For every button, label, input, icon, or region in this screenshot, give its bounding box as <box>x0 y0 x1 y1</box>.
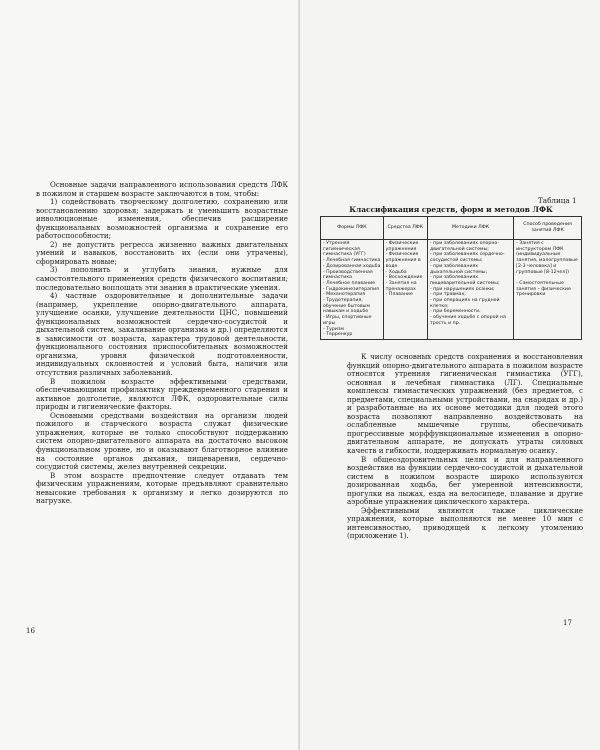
table-header-row <box>321 217 582 240</box>
paragraph: В этом возрасте предпочтение следует отдавать тем физическим упражнениям, которые предъявляют сравнительно невысокие требования к организму и легко дозируются по нагрузке. <box>36 470 288 506</box>
paragraph: 4) частные оздоровительные и дополнительные задачи (например, укрепление опорно-двигательного аппарата, улучшение осанки, улучшение деятельности ЦНС, повышений функциональных возможностей сердечно-сосудистой и дыхательной систем, закаливание организма и др.) определяются в зависимости от возраста, характера трудовой деятельности, функционального состояния приспособительных возможностей организма, уровня физической подготовленности, индивидуальных склонностей и условий быта, наличия или отсутствия различных заболеваний. <box>36 291 288 378</box>
paragraph: 1) содействовать творческому долголетию, сохранению или восстановлению здоровья; задержать и уменьшить возрастные инволюционные изменения, обеспечив расширение функциональных возможностей организма и сохранение его работоспособности; <box>36 197 288 241</box>
paragraph: К числу основных средств сохранения и восстановления функций опорно-двигательного аппарата в пожилом возрасте относятся утренняя гигиеническая гимнастика (УГГ), основная и лечебная гимнастика (ЛГ). Специальные комплексы гимнастических упражнений (без предметов, с предметами, специальными устройствами, на снарядах и др.) и разработанные на их основе методики для людей этого возраста позволяют направленно воздействовать на ослабленные мышечные группы, обеспечивать прогрессивные морффункциональные изменения в опорно-двигательном аппарате, не допускать утраты силовых качеств и гибкости, поддерживать нормальную осанку. <box>347 352 583 456</box>
paragraph: В общеоздоровительных целях и для направленного воздействия на функции сердечно-сосудистой и дыхательной систем в пожилом возрасте широко используются дозированная ходьба, бег умеренной интенсивности, прогулки на лыжах, езда на велосипеде, плавание и другие аэробные упражнения циклического характера. <box>347 454 583 507</box>
paragraph: В пожилом возрасте эффективными средствами, обеспечивающими профилактику преждевременного старения и активное долголетие, являются ЛФК, оздоровительные силы природы и гигиенические факторы. <box>36 376 288 412</box>
paragraph: Эффективными являются также циклические упражнения, которые выполняются не менее 10 мин с интенсивностью, приводящей к легкому утомлению (приложение 1). <box>347 505 583 541</box>
table-header-cell: Методики ЛФК <box>427 217 513 240</box>
right-page <box>300 0 600 750</box>
table-header-cell: Средства ЛФК <box>383 217 427 240</box>
paragraph: Основные задачи направленного использования средств ЛФК в пожилом и старшем возрасте заключаются в том, чтобы: <box>36 180 288 198</box>
table-cell-text: - Занятия с инструктором ЛФК (индивидуальные занятия, малогрупповые [2-3 человека] и групповые [8-12чел]) - Самостоятельные занятия – физические тренировки <box>516 241 578 298</box>
table-row <box>321 240 582 340</box>
classification-table <box>320 216 582 340</box>
paragraph: 3) пополнить и углубить знания, нужные для самостоятельного применения средств физического воспитания; последовательно воплощать эти знания в практические умения. <box>36 265 288 292</box>
table-label: Таблица 1 <box>538 196 577 205</box>
table-cell-text: - Физические упражнения - Физические упражнения в воде - Ходьба - Восхождение - Занятия на тренажерах - Плавание <box>385 241 423 298</box>
table-cell <box>383 240 427 340</box>
page-number-left: 16 <box>26 627 35 635</box>
table-cell-text: - Утренняя гигиеническая гимнастика (УГГ) - Лечебная гимнастика - Дозированная ходьба - Производственная гимнастика - Лечебное плавание - Гидрокинезитерапия - Механотерапия - Трудотерапия, обучение бытовым навыкам и ходьбе - Игры, спортивные игры - Туризм - Терренкур <box>323 241 381 338</box>
table-header-cell: Способ проведения занятий ЛФК <box>514 217 582 240</box>
right-page-text <box>347 353 583 541</box>
table-title: Классификация средств, форм и методов ЛФК <box>349 205 553 214</box>
table-cell-text: - при заболеваниях опорно-двигательной системы; - при заболеваниях сердечно-сосудистой системы; - при заболеваниях дыхательной системы; - при заболеваниях пищеварительной системы; - при нарушениях осанки; - при травмах; - при операциях на грудной клетке; - при беременности. - обучение ходьбе с опорой на трость и пр. <box>429 241 506 326</box>
paragraph: Основными средствами воздействия на организм людей пожилого и старческого возраста служат физические упражнения, которые не только способствуют поддержанию систем опорно-двигательного аппарата на достаточно высоком функциональном уровне, но и оказывают благотворное влияние на состояние органов дыхания, пищеварения, сердечно-сосудистой системы, желез внутренней секреции. <box>36 410 288 472</box>
table-cell <box>514 240 582 340</box>
table-header-cell: Формы ЛФК <box>321 217 384 240</box>
left-page-text <box>36 181 288 506</box>
page-number-right: 17 <box>563 619 572 627</box>
paragraph: 2) не допустить регресса жизненно важных двигательных умений и навыков, восстановить их (если они утрачены), сформировать новые; <box>36 239 288 266</box>
table-cell <box>427 240 513 340</box>
table-cell <box>321 240 384 340</box>
